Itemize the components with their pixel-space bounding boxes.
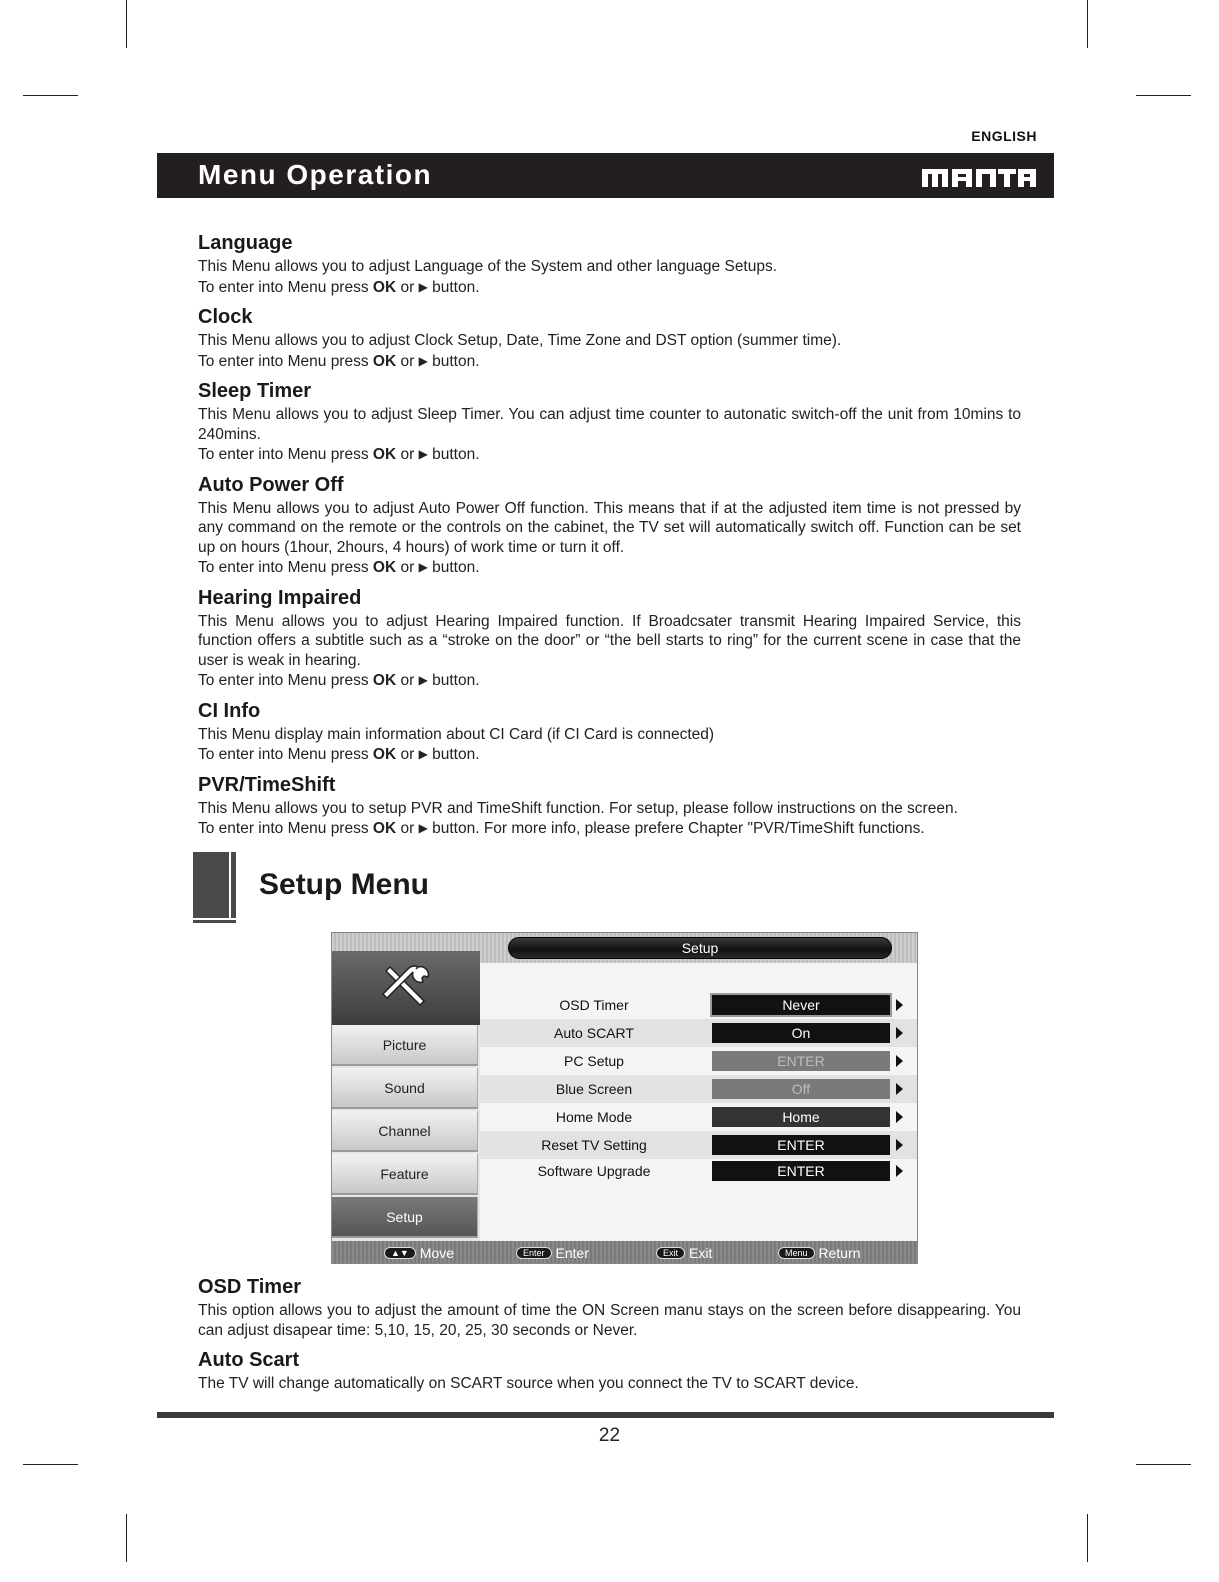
- tv-row-value[interactable]: On: [712, 1023, 890, 1043]
- tv-sidebar-sound[interactable]: Sound: [332, 1068, 478, 1109]
- brand-logo: [922, 165, 1036, 187]
- tv-row-label: OSD Timer: [559, 997, 629, 1013]
- tv-row-home-mode[interactable]: [480, 1103, 918, 1131]
- tv-row-label: PC Setup: [564, 1053, 624, 1069]
- tv-row-label: Home Mode: [555, 1109, 633, 1125]
- tv-sidebar-channel[interactable]: Channel: [332, 1111, 478, 1152]
- tools-icon: [380, 963, 432, 1013]
- play-icon: ▶: [418, 673, 428, 687]
- footer-return: Menu Return: [778, 1244, 861, 1262]
- footer-bar: [157, 1412, 1054, 1418]
- footer-move: ▲▼ Move: [384, 1244, 454, 1262]
- play-icon: ▶: [418, 560, 428, 574]
- tv-row-label: Reset TV Setting: [541, 1137, 647, 1153]
- page-title: Menu Operation: [198, 159, 433, 190]
- section-title: Auto Power Off: [198, 473, 344, 496]
- heading-block-icon: [193, 852, 243, 924]
- enter-key-icon: Enter: [516, 1247, 552, 1259]
- tv-menu-sidebar: [332, 951, 480, 1241]
- enter-instruction: To enter into Menu press OK or ▶ button.: [198, 559, 480, 576]
- section-text: This Menu allows you to adjust Hearing Impaired function. If Broadcsater transmit Hearing Impaired Service, this function offers a subtitle such as a “stroke on the door” or “the bell starts to ring” for the current scene in case that the user is weak in hearing.: [198, 612, 1021, 669]
- arrow-right-icon: [896, 1027, 903, 1039]
- menu-operation-content: [198, 229, 1021, 845]
- section-hearing-impaired: [198, 584, 1021, 691]
- arrow-right-icon: [896, 1055, 903, 1067]
- enter-instruction: To enter into Menu press OK or ▶ button.: [198, 278, 480, 296]
- section-text: This Menu allows you to setup PVR and TimeShift function. For setup, please follow instructions on the screen.: [198, 799, 958, 817]
- arrow-right-icon: [896, 1083, 903, 1095]
- section-text: This Menu allows you to adjust Auto Power Off function. This means that if at the adjusted item time is not pressed by any command on the remote or the controls on the cabinet, the TV set will automatically switch off. Function can be set up on hours (1hour, 2hours, 4 hours) of work time or turn it off.: [198, 499, 1021, 556]
- header-bar: [157, 153, 1054, 198]
- arrow-right-icon: [896, 1165, 903, 1177]
- tv-row-value[interactable]: Never: [712, 995, 890, 1015]
- setup-menu-heading: [193, 852, 613, 924]
- section-title: CI Info: [198, 699, 261, 722]
- move-key-icon: ▲▼: [384, 1247, 416, 1259]
- setup-category-icon-box: [332, 951, 480, 1025]
- section-text: This Menu display main information about CI Card (if CI Card is connected): [198, 725, 715, 743]
- section-osd-timer: [198, 1273, 1021, 1340]
- arrow-right-icon: [896, 1111, 903, 1123]
- tv-menu-title: Setup: [508, 937, 892, 959]
- enter-instruction: To enter into Menu press OK or ▶ button.: [198, 746, 480, 763]
- enter-instruction: To enter into Menu press OK or ▶ button.: [198, 672, 480, 689]
- section-title: Clock: [198, 306, 253, 328]
- crop-mark: [126, 1514, 127, 1562]
- section-title: OSD Timer: [198, 1276, 301, 1298]
- section-title: Auto Scart: [198, 1349, 300, 1371]
- play-icon: ▶: [418, 447, 428, 461]
- setup-menu-title: Setup Menu: [259, 868, 429, 901]
- crop-mark: [23, 1464, 78, 1465]
- tv-row-label: Blue Screen: [555, 1081, 633, 1097]
- section-title: Language: [198, 232, 293, 254]
- section-title: Hearing Impaired: [198, 586, 362, 609]
- tv-sidebar-picture[interactable]: Picture: [332, 1025, 478, 1066]
- section-sleep-timer: [198, 377, 1021, 465]
- exit-key-icon: Exit: [656, 1247, 685, 1259]
- tv-menu-footer: [332, 1241, 918, 1264]
- tv-sidebar-setup[interactable]: Setup: [332, 1197, 478, 1238]
- crop-mark: [1087, 1514, 1088, 1562]
- tv-row-label: Software Upgrade: [537, 1163, 651, 1179]
- section-text: This Menu allows you to adjust Clock Setup, Date, Time Zone and DST option (summer time).: [198, 332, 842, 349]
- section-clock: [198, 303, 1021, 371]
- tv-row-auto-scart[interactable]: [480, 1019, 918, 1047]
- menu-key-icon: Menu: [778, 1247, 815, 1259]
- play-icon: ▶: [418, 279, 428, 294]
- play-icon: ▶: [418, 353, 428, 368]
- tv-row-value[interactable]: Home: [712, 1107, 890, 1127]
- tv-row-software-upgrade[interactable]: [480, 1157, 918, 1185]
- section-text: This Menu allows you to adjust Sleep Timer. You can adjust time counter to autonatic switch-off the unit from 10mins to 240mins.: [198, 406, 1021, 443]
- section-text: The TV will change automatically on SCART source when you connect the TV to SCART device.: [198, 1375, 859, 1392]
- tv-row-label: Auto SCART: [554, 1025, 634, 1041]
- play-icon: ▶: [418, 821, 428, 835]
- crop-mark: [23, 95, 78, 96]
- section-title: Sleep Timer: [198, 380, 312, 402]
- section-text: This option allows you to adjust the amount of time the ON Screen manu stays on the screen before disappearing. You can adjust disapear time: 5,10, 15, 20, 25, 30 seconds or Never.: [198, 1302, 1021, 1339]
- enter-instruction: To enter into Menu press OK or ▶ button. For more info, please prefere Chapter "PVR/TimeShift functions.: [198, 820, 925, 837]
- language-label: ENGLISH: [971, 128, 1037, 144]
- tv-row-pc-setup[interactable]: [480, 1047, 918, 1075]
- arrow-right-icon: [896, 1139, 903, 1151]
- footer-enter: Enter Enter: [516, 1244, 589, 1262]
- tv-row-value[interactable]: Off: [712, 1079, 890, 1099]
- tv-setup-menu-screenshot: [331, 932, 918, 1264]
- crop-mark: [1087, 0, 1088, 48]
- section-ci-info: [198, 697, 1021, 765]
- tv-row-osd-timer[interactable]: [480, 991, 918, 1019]
- tv-sidebar-feature[interactable]: Feature: [332, 1154, 478, 1195]
- section-pvr-timeshift: [198, 771, 1021, 839]
- crop-mark: [126, 0, 127, 48]
- section-text: This Menu allows you to adjust Language of the System and other language Setups.: [198, 258, 778, 275]
- play-icon: ▶: [418, 747, 428, 761]
- tv-row-reset-tv-setting[interactable]: [480, 1131, 918, 1159]
- arrow-right-icon: [896, 999, 903, 1011]
- crop-mark: [1136, 95, 1191, 96]
- page-number: 22: [598, 1425, 621, 1446]
- enter-instruction: To enter into Menu press OK or ▶ button.: [198, 352, 480, 370]
- section-language: [198, 229, 1021, 297]
- tv-row-value[interactable]: ENTER: [712, 1051, 890, 1071]
- crop-mark: [1136, 1464, 1191, 1465]
- tv-row-blue-screen[interactable]: [480, 1075, 918, 1103]
- brand-text: MANTA: [922, 165, 926, 166]
- setup-options-content: [198, 1273, 1021, 1400]
- footer-exit: Exit Exit: [656, 1244, 712, 1262]
- enter-instruction: To enter into Menu press OK or ▶ button.: [198, 446, 480, 463]
- tv-menu-options: [480, 963, 918, 1241]
- tv-row-value[interactable]: ENTER: [712, 1135, 890, 1155]
- section-auto-power-off: [198, 471, 1021, 578]
- tv-row-value[interactable]: ENTER: [712, 1161, 890, 1181]
- section-title: PVR/TimeShift: [198, 773, 336, 796]
- section-auto-scart: [198, 1346, 1021, 1394]
